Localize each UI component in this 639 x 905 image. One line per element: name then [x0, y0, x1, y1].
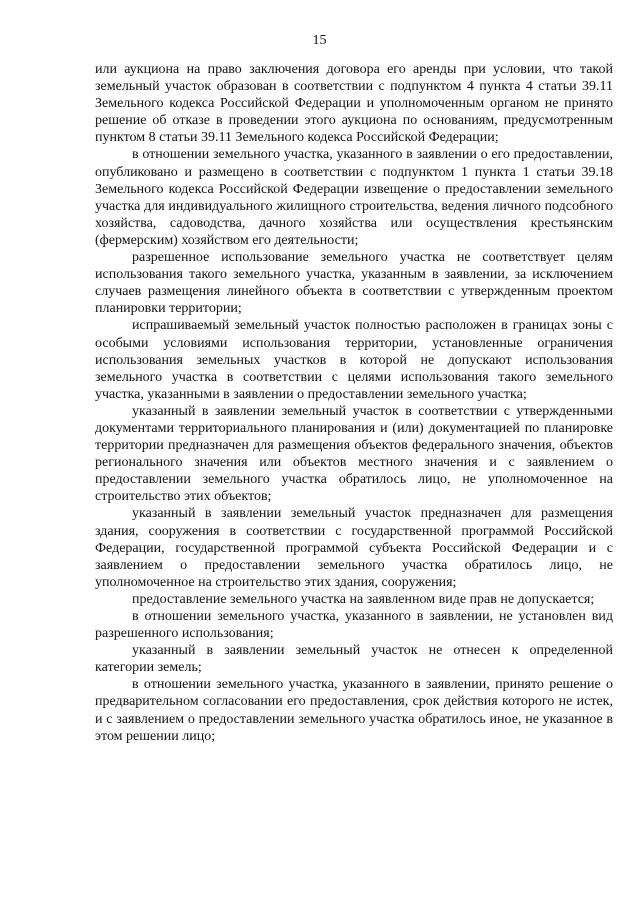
paragraph: предоставление земельного участка на заявленном виде прав не допускается; — [132, 591, 595, 607]
paragraph: в отношении земельного участка, указанного в заявлении, не установлен вид разрешенного использования; — [95, 609, 613, 642]
paragraph: указанный в заявлении земельный участок предназначен для размещения здания, сооружения в соответствии с государственной программой Российской Федерации, государственной программой субъекта Российской Федерации и с заявлением о предоставлении земельного участка обратилось лицо, не уполномоченное на строительство этих здания, сооружения; — [95, 506, 613, 590]
paragraph: разрешенное использование земельного участка не соответствует целям использования такого земельного участка, указанным в заявлении, за исключением случаев размещения линейного объекта в соответствии с утвержденным проектом планировки территории; — [95, 250, 613, 317]
page-number: 15 — [312, 33, 327, 48]
paragraph: в отношении земельного участка, указанного в заявлении о его предоставлении, опубликовано и размещено в соответствии с подпунктом 1 пункта 1 статьи 39.18 Земельного кодекса Российской Федерации извещение о предоставлении земельного участка для индивидуального жилищного строительства, ведения личного подсобного хозяйства, садоводства, дачного хозяйства или осуществления крестьянским (фермерским) хозяйством его деятельности; — [95, 147, 613, 248]
paragraph-continuation: или аукциона на право заключения договора его аренды при условии, что такой земельный участок образован в соответствии с подпунктом 4 пункта 4 статьи 39.11 Земельного кодекса Российской Федерации и уполномоченным органом не принято решение об отказе в проведении этого аукциона по основаниям, предусмотренным пунктом 8 статьи 39.11 Земельного кодекса Российской Федерации; — [95, 62, 613, 146]
paragraph: испрашиваемый земельный участок полностью расположен в границах зоны с особыми условиями использования территории, установленные ограничения использования земельных участков в которой не допускают использования земельного участка в соответствии с целями использования такого земельного участка, указанными в заявлении о предоставлении земельного участка; — [95, 318, 613, 402]
document-body — [95, 61, 613, 745]
paragraph: указанный в заявлении земельный участок в соответствии с утвержденными документами территориального планирования и (или) документацией по планировке территории предназначен для размещения объектов федерального значения, объектов регионального значения или объектов местного значения и с заявлением о предоставлении земельного участка обратилось лицо, не уполномоченное на строительство этих объектов; — [95, 403, 613, 505]
paragraph: в отношении земельного участка, указанного в заявлении, принято решение о предварительном согласовании его предоставления, срок действия которого не истек, и с заявлением о предоставлении земельного участка обратилось иное, не указанное в этом решении лицо; — [95, 677, 613, 744]
paragraph: указанный в заявлении земельный участок не отнесен к определенной категории земель; — [95, 643, 613, 676]
